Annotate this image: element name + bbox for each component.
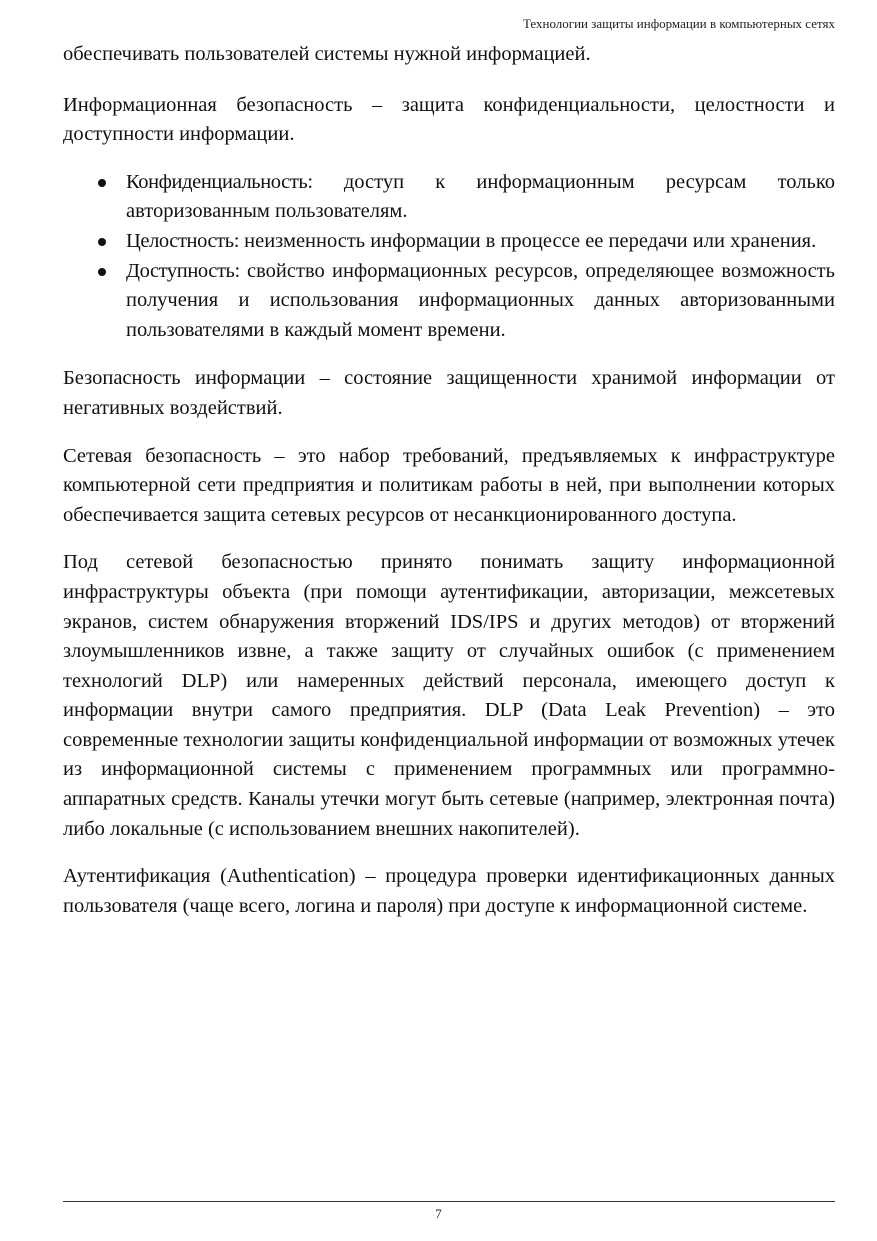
list-item	[63, 257, 835, 346]
infosec-properties-list	[63, 168, 835, 346]
continuation-paragraph: обеспечивать пользователей системы нужной информацией.	[63, 43, 591, 65]
property-term: Доступность:	[126, 259, 240, 282]
property-text: свойство информационных ресурсов, определяющее возможность получения и использования информационных данных авторизованными пользователями в каждый момент времени.	[126, 259, 835, 341]
property-term: Целостность:	[126, 229, 239, 252]
information-security-paragraph: Безопасность информации – состояние защищенности хранимой информации от негативных воздействий.	[63, 367, 835, 419]
property-term: Конфиденциальность:	[126, 170, 313, 193]
list-item	[63, 168, 835, 227]
page-body	[63, 40, 835, 939]
running-header: Технологии защиты информации в компьютерных сетях	[522, 16, 835, 31]
bullet-icon	[98, 268, 106, 276]
page-number: 7	[435, 1206, 442, 1221]
network-security-paragraph: Сетевая безопасность – это набор требований, предъявляемых к инфраструктуре компьютерной сети предприятия и политикам работы в ней, при выполнении которых обеспечивается защита сетевых ресурсов от несанкционированного доступа.	[63, 444, 835, 526]
footer-divider	[63, 1201, 835, 1202]
network-security-scope-paragraph: Под сетевой безопасностью принято понимать защиту информационной инфраструктуры объекта (при помощи аутентификации, авторизации, межсетевых экранов, систем обнаружения вторжений IDS/IPS и других методов) от вторжений злоумышленников извне, а также защиту от случайных ошибок (с применением технологий DLP) или намеренных действий персонала, имеющего доступ к информации внутри самого предприятия. DLP (Data Leak Prevention) – это современные технологии защиты конфиденциальной информации от возможных утечек из информационной системы с применением программных или программно-аппаратных средств. Каналы утечки могут быть сетевые (например, электронная почта) либо локальные (с использованием внешних накопителей).	[63, 551, 835, 840]
infosec-definition-paragraph: Информационная безопасность – защита конфиденциальности, целостности и доступности информации.	[63, 93, 835, 146]
bullet-icon	[98, 238, 106, 246]
property-text: доступ к информационным ресурсам только авторизованным пользователям.	[126, 170, 835, 223]
list-item	[63, 227, 835, 257]
bullet-icon	[98, 179, 106, 187]
property-text: неизменность информации в процессе ее передачи или хранения.	[239, 229, 817, 252]
authentication-paragraph: Аутентификация (Authentication) – процедура проверки идентификационных данных пользователя (чаще всего, логина и пароля) при доступе к информационной системе.	[63, 865, 835, 917]
